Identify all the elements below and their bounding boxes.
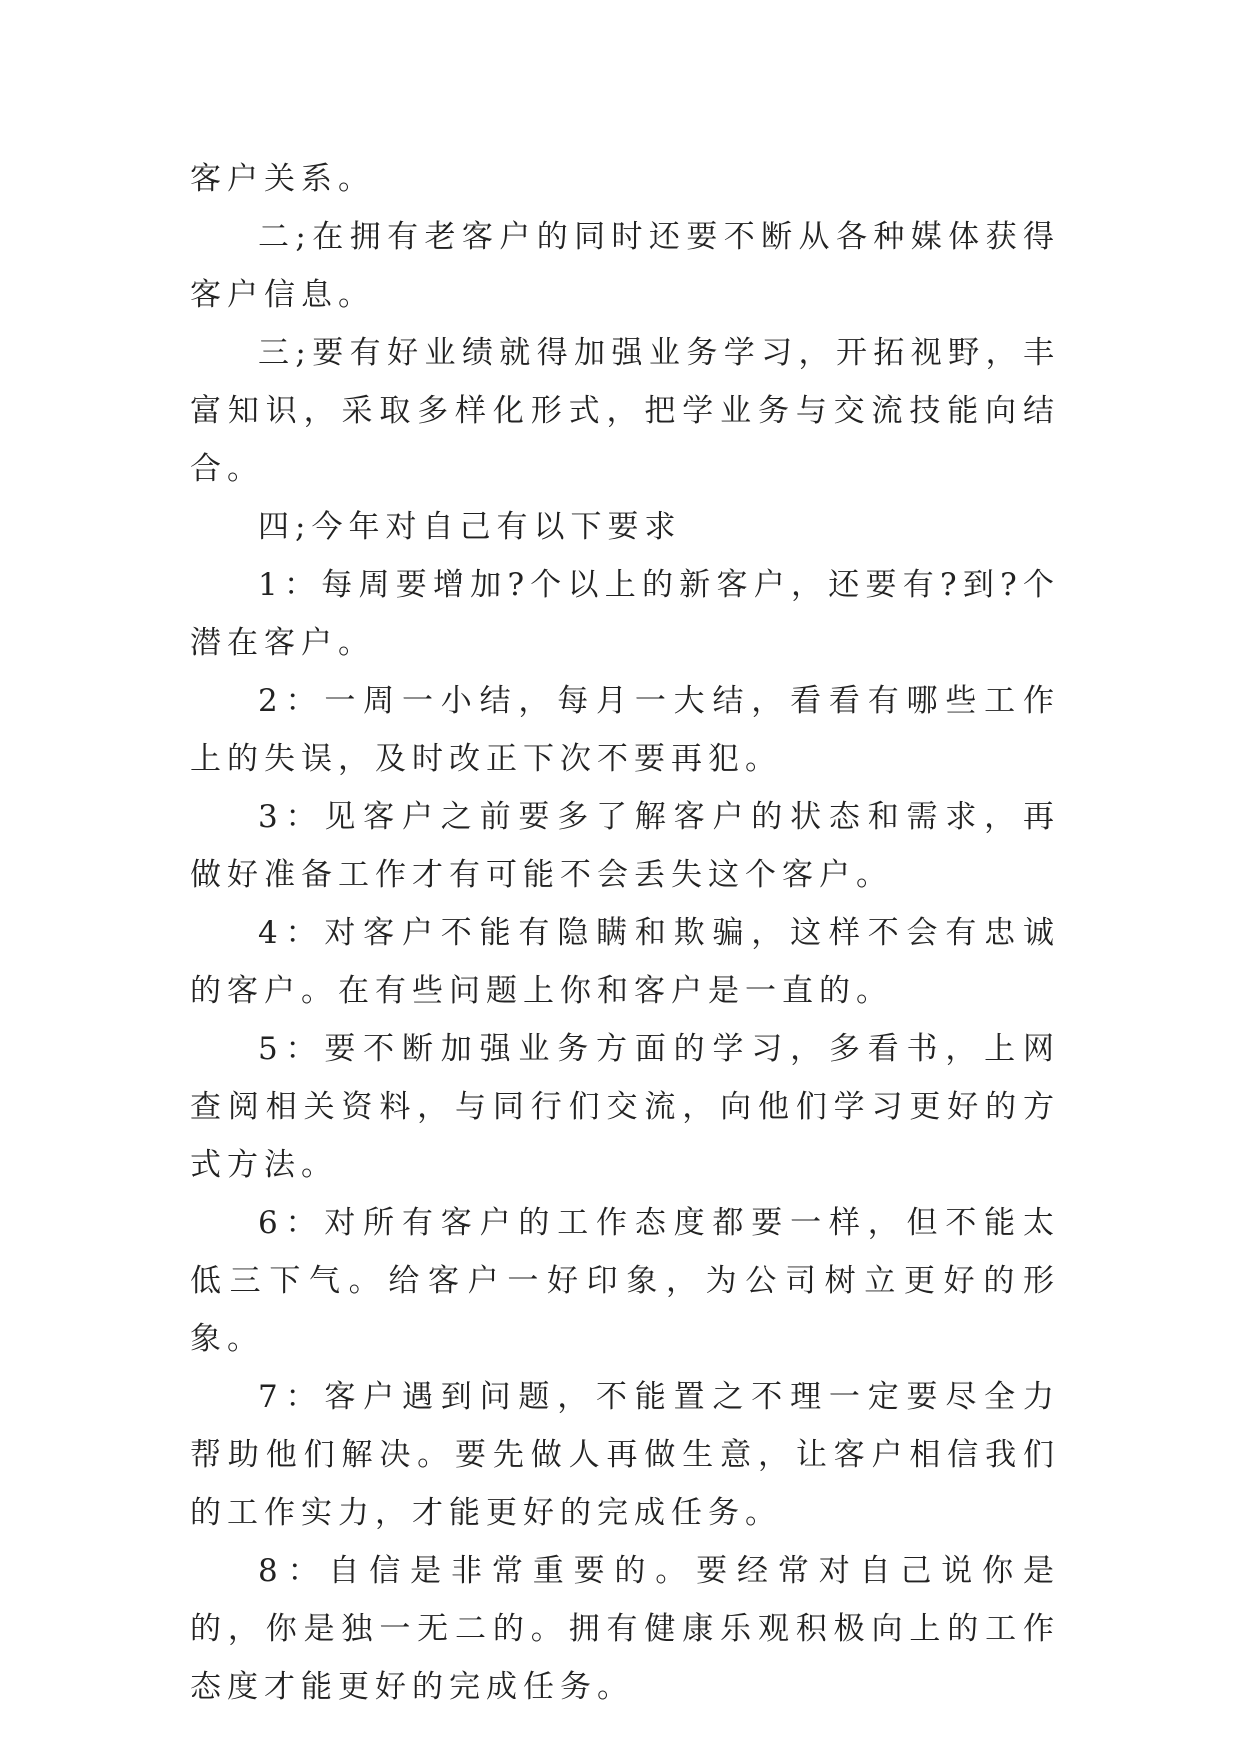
paragraph-point-3: 三;要有好业绩就得加强业务学习，开拓视野，丰富知识，采取多样化形式，把学业务与交流技能向结合。 [190, 335, 1060, 487]
requirement-item-1: 1：每周要增加?个以上的新客户，还要有?到?个潜在客户。 [190, 567, 1060, 661]
requirement-item-8: 8：自信是非常重要的。要经常对自己说你是的，你是独一无二的。拥有健康乐观积极向上的工作态度才能更好的完成任务。 [190, 1553, 1060, 1705]
requirement-item-2: 2：一周一小结，每月一大结，看看有哪些工作上的失误，及时改正下次不要再犯。 [190, 683, 1060, 777]
requirement-item-7: 7：客户遇到问题，不能置之不理一定要尽全力帮助他们解决。要先做人再做生意，让客户相信我们的工作实力，才能更好的完成任务。 [190, 1379, 1060, 1531]
requirement-item-5: 5：要不断加强业务方面的学习，多看书，上网查阅相关资料，与同行们交流，向他们学习更好的方式方法。 [190, 1031, 1060, 1183]
requirement-item-3: 3：见客户之前要多了解客户的状态和需求，再做好准备工作才有可能不会丢失这个客户。 [190, 799, 1060, 893]
requirement-item-6: 6：对所有客户的工作态度都要一样，但不能太低三下气。给客户一好印象，为公司树立更好的形象。 [190, 1205, 1060, 1357]
paragraph-point-4-heading: 四;今年对自己有以下要求 [258, 509, 682, 545]
paragraph-point-2: 二;在拥有老客户的同时还要不断从各种媒体获得客户信息。 [190, 219, 1060, 313]
paragraph-continuation: 客户关系。 [190, 161, 375, 197]
document-body [190, 150, 1060, 1716]
requirement-item-4: 4：对客户不能有隐瞒和欺骗，这样不会有忠诚的客户。在有些问题上你和客户是一直的。 [190, 915, 1060, 1009]
